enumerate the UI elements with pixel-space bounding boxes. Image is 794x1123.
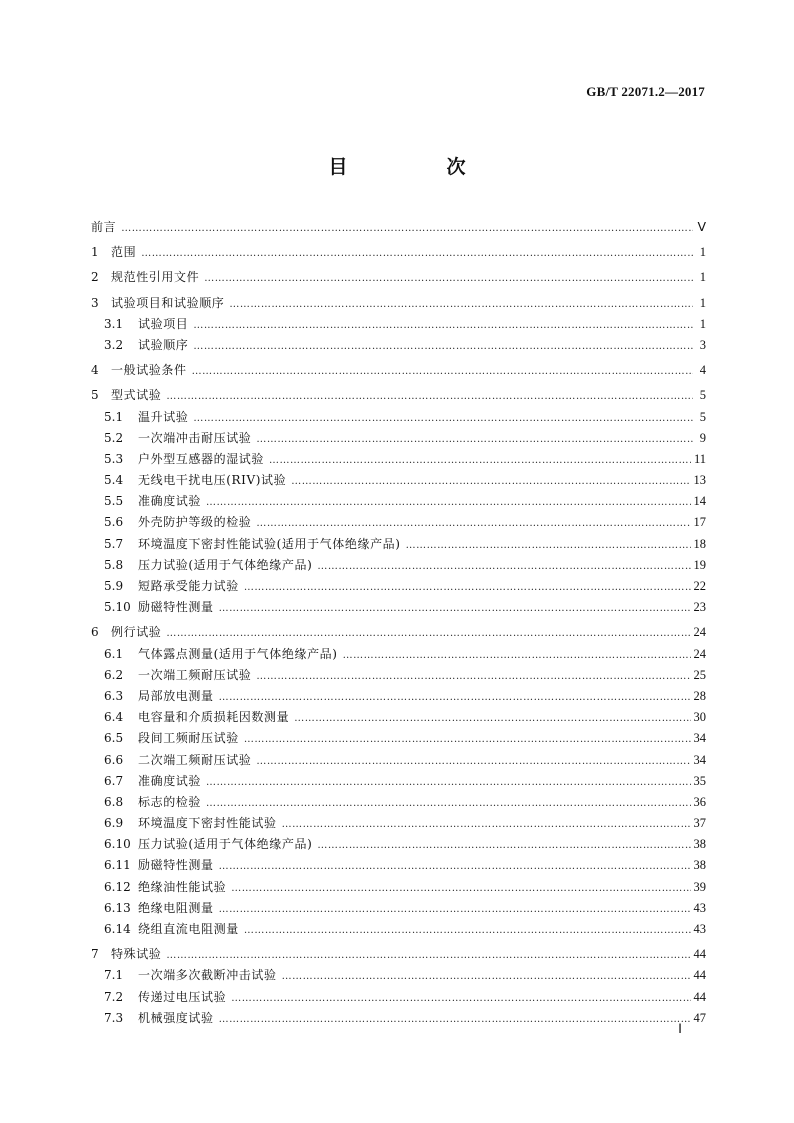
toc-entry-page: 1	[699, 295, 706, 310]
toc-entry[interactable]	[91, 1009, 706, 1030]
toc-entry-page: 38	[693, 858, 706, 873]
table-of-contents	[91, 218, 706, 1030]
toc-entry-number: 5.7	[104, 536, 124, 551]
dot-leader	[406, 539, 691, 553]
toc-entry[interactable]	[91, 294, 706, 315]
toc-entry-page: 24	[693, 625, 706, 640]
toc-entry-title: 试验项目和试验顺序	[111, 295, 225, 310]
dot-leader	[317, 560, 690, 574]
toc-entry-title: 前言	[91, 220, 117, 234]
toc-entry[interactable]	[91, 708, 706, 729]
toc-entry[interactable]	[91, 751, 706, 772]
toc-entry-number: 5.4	[104, 473, 124, 488]
toc-entry-page: 4	[699, 363, 706, 378]
toc-entry-page: 22	[693, 579, 706, 593]
toc-entry-title: 准确度试验	[138, 494, 202, 509]
toc-entry-number: 6.12	[104, 879, 131, 894]
toc-entry[interactable]	[91, 513, 706, 534]
toc-entry-number: 5.8	[104, 557, 124, 572]
toc-entry-title: 环境温度下密封性能试验(适用于气体绝缘产品)	[138, 536, 401, 551]
toc-entry-title: 规范性引用文件	[111, 270, 200, 285]
toc-entry[interactable]	[91, 268, 706, 289]
toc-entry-number: 6.9	[104, 816, 124, 831]
toc-entry-title: 外壳防护等级的检验	[138, 515, 252, 530]
toc-entry[interactable]	[91, 315, 706, 336]
dot-leader	[244, 924, 691, 938]
toc-entry-title: 准确度试验	[138, 773, 202, 788]
toc-entry[interactable]	[91, 856, 706, 877]
toc-entry-title: 温升试验	[138, 409, 189, 424]
dot-leader	[256, 670, 690, 684]
dot-leader	[294, 712, 690, 726]
toc-entry-number: 6.11	[104, 858, 131, 873]
toc-entry[interactable]	[91, 218, 706, 239]
toc-entry[interactable]	[91, 899, 706, 920]
toc-entry[interactable]	[91, 814, 706, 835]
toc-entry[interactable]	[91, 666, 706, 687]
toc-entry-number: 5	[91, 388, 99, 403]
toc-entry-page: 13	[693, 473, 706, 488]
toc-entry-page: 1	[699, 245, 706, 260]
toc-entry[interactable]	[91, 623, 706, 644]
toc-title: 目 次	[328, 156, 506, 178]
toc-entry[interactable]	[91, 577, 706, 598]
toc-entry-page: 36	[693, 794, 706, 809]
dot-leader	[244, 581, 691, 595]
toc-entry-number: 7.1	[104, 968, 124, 983]
toc-entry[interactable]	[91, 598, 706, 619]
toc-entry[interactable]	[91, 835, 706, 856]
dot-leader	[291, 475, 690, 489]
dot-leader	[282, 970, 691, 984]
toc-entry-page: 39	[693, 879, 706, 894]
toc-entry-title: 短路承受能力试验	[138, 579, 239, 593]
toc-entry-number: 6.1	[104, 646, 124, 661]
toc-entry-title: 无线电干扰电压(RIV)试验	[138, 473, 287, 488]
toc-entry-title: 型式试验	[111, 388, 162, 403]
toc-entry-number: 5.1	[104, 409, 124, 424]
toc-entry-page: 38	[693, 837, 706, 852]
toc-entry-number: 6.14	[104, 922, 131, 936]
toc-entry[interactable]	[91, 556, 706, 577]
dot-leader	[317, 839, 690, 853]
toc-entry[interactable]	[91, 450, 706, 471]
toc-entry[interactable]	[91, 361, 706, 382]
toc-entry-number: 4	[91, 363, 99, 378]
toc-entry-title: 传递过电压试验	[138, 989, 227, 1004]
dot-leader	[193, 412, 693, 426]
footer-page-number: Ⅰ	[678, 1021, 682, 1036]
toc-entry-title: 范围	[111, 245, 137, 260]
toc-entry[interactable]	[91, 492, 706, 513]
toc-entry-number: 6.13	[104, 900, 131, 915]
toc-entry-title: 一次端冲击耐压试验	[138, 430, 252, 445]
toc-entry-number: 5.6	[104, 515, 124, 530]
dot-leader	[141, 247, 693, 261]
toc-entry-page: 1	[699, 270, 706, 285]
toc-entry[interactable]	[91, 429, 706, 450]
dot-leader	[231, 882, 690, 896]
toc-entry-page: 23	[693, 600, 706, 615]
toc-entry-page: 34	[693, 752, 706, 767]
toc-entry[interactable]	[91, 386, 706, 407]
dot-leader	[206, 496, 690, 510]
toc-entry-title: 一般试验条件	[111, 363, 187, 378]
toc-entry-title: 局部放电测量	[138, 688, 214, 703]
dot-leader	[219, 860, 691, 874]
toc-entry-page: 17	[693, 515, 706, 530]
toc-entry-title: 一次端工频耐压试验	[138, 667, 252, 682]
toc-entry-page: 43	[693, 900, 706, 915]
toc-entry[interactable]	[91, 336, 706, 357]
dot-leader	[206, 797, 690, 811]
toc-entry-page: 19	[693, 557, 706, 572]
toc-entry-title: 绝缘油性能试验	[138, 879, 227, 894]
toc-entry-number: 6.8	[104, 794, 124, 809]
toc-entry-title: 励磁特性测量	[138, 858, 214, 873]
toc-entry[interactable]	[91, 408, 706, 429]
toc-entry[interactable]	[91, 772, 706, 793]
toc-entry-title: 绝缘电阻测量	[138, 900, 214, 915]
toc-entry-page: 9	[699, 430, 706, 445]
dot-leader	[193, 340, 693, 354]
toc-entry-number: 3.2	[104, 337, 124, 352]
dot-leader	[256, 433, 693, 447]
toc-entry-page: 44	[693, 989, 706, 1004]
toc-entry-title: 励磁特性测量	[138, 600, 214, 615]
toc-entry-title: 二次端工频耐压试验	[138, 752, 252, 767]
toc-entry-number: 6	[91, 625, 99, 640]
dot-leader	[166, 627, 690, 641]
toc-entry-page: 5	[699, 388, 706, 403]
toc-entry-number: 6.2	[104, 667, 124, 682]
toc-entry-number: 6.4	[104, 710, 124, 725]
toc-entry-number: 6.3	[104, 688, 124, 703]
toc-entry-title: 电容量和介质损耗因数测量	[138, 710, 290, 725]
toc-entry-number: 5.3	[104, 451, 124, 466]
dot-leader	[192, 365, 693, 379]
toc-entry-number: 3.1	[104, 316, 124, 331]
dot-leader	[166, 949, 690, 963]
toc-entry-page: 30	[693, 710, 706, 725]
toc-entry-number: 3	[91, 295, 99, 310]
toc-entry-title: 压力试验(适用于气体绝缘产品)	[138, 837, 313, 852]
toc-entry-number: 7.3	[104, 1010, 124, 1025]
toc-entry-number: 5.10	[104, 600, 131, 615]
toc-entry-number: 6.7	[104, 773, 124, 788]
dot-leader	[282, 818, 691, 832]
toc-entry[interactable]	[91, 471, 706, 492]
dot-leader	[219, 691, 691, 705]
toc-entry-number: 6.10	[104, 837, 131, 852]
toc-entry[interactable]	[91, 966, 706, 987]
toc-entry-page: 35	[693, 773, 706, 788]
dot-leader	[231, 992, 690, 1006]
dot-leader	[204, 272, 693, 286]
toc-entry-page: 44	[693, 947, 706, 962]
toc-entry[interactable]	[91, 535, 706, 556]
toc-entry[interactable]	[91, 645, 706, 666]
dot-leader	[256, 517, 690, 531]
toc-entry-page: 37	[693, 816, 706, 831]
toc-entry-page: 14	[693, 494, 706, 509]
dot-leader	[269, 454, 691, 468]
toc-entry-page: 28	[693, 688, 706, 703]
dot-leader	[219, 1013, 691, 1027]
toc-entry-title: 段间工频耐压试验	[138, 731, 239, 746]
toc-entry-page: 25	[693, 667, 706, 682]
toc-entry-page: 1	[699, 316, 706, 331]
toc-entry-page: 34	[693, 731, 706, 746]
toc-entry-title: 试验顺序	[138, 337, 189, 352]
toc-entry-title: 试验项目	[138, 316, 189, 331]
toc-entry-title: 例行试验	[111, 625, 162, 640]
toc-entry-title: 机械强度试验	[138, 1010, 214, 1025]
toc-entry-page: 5	[699, 409, 706, 424]
toc-entry[interactable]	[91, 793, 706, 814]
toc-entry[interactable]	[91, 687, 706, 708]
toc-entry[interactable]	[91, 920, 706, 941]
dot-leader	[256, 755, 690, 769]
dot-leader	[206, 776, 690, 790]
toc-entry-number: 5.2	[104, 430, 124, 445]
toc-entry-title: 压力试验(适用于气体绝缘产品)	[138, 557, 313, 572]
toc-entry[interactable]	[91, 729, 706, 750]
toc-entry-number: 6.5	[104, 731, 124, 746]
toc-entry-title: 一次端多次截断冲击试验	[138, 968, 277, 983]
toc-entry-page: 44	[693, 968, 706, 983]
toc-entry-number: 5.9	[104, 579, 124, 593]
dot-leader	[219, 903, 691, 917]
toc-entry-title: 标志的检验	[138, 794, 202, 809]
standard-code: GB/T 22071.2—2017	[586, 84, 705, 99]
toc-entry-title: 气体露点测量(适用于气体绝缘产品)	[138, 646, 338, 661]
toc-entry-number: 7.2	[104, 989, 124, 1004]
toc-entry-page: Ⅴ	[697, 220, 706, 234]
toc-entry[interactable]	[91, 878, 706, 899]
dot-leader	[244, 733, 691, 747]
dot-leader	[219, 602, 691, 616]
dot-leader	[229, 298, 693, 312]
toc-entry-title: 特殊试验	[111, 947, 162, 962]
toc-entry[interactable]	[91, 945, 706, 966]
dot-leader	[343, 649, 691, 663]
toc-entry-page: 11	[693, 451, 706, 466]
toc-entry-title: 户外型互感器的湿试验	[138, 451, 265, 466]
toc-entry-page: 18	[693, 536, 706, 551]
toc-entry-page: 43	[693, 922, 706, 936]
toc-entry-page: 24	[693, 646, 706, 661]
dot-leader	[121, 222, 693, 236]
toc-entry[interactable]	[91, 988, 706, 1009]
toc-entry-title: 环境温度下密封性能试验	[138, 816, 277, 831]
toc-entry-page: 3	[699, 337, 706, 352]
dot-leader	[193, 319, 693, 333]
toc-entry-title: 绕组直流电阻测量	[138, 922, 239, 936]
toc-entry-page: 47	[693, 1010, 706, 1025]
toc-entry-number: 2	[91, 270, 99, 285]
toc-entry-number: 6.6	[104, 752, 124, 767]
toc-entry[interactable]	[91, 243, 706, 264]
toc-entry-number: 5.5	[104, 494, 124, 509]
toc-entry-number: 1	[91, 245, 99, 260]
toc-entry-number: 7	[91, 947, 99, 962]
dot-leader	[166, 390, 693, 404]
